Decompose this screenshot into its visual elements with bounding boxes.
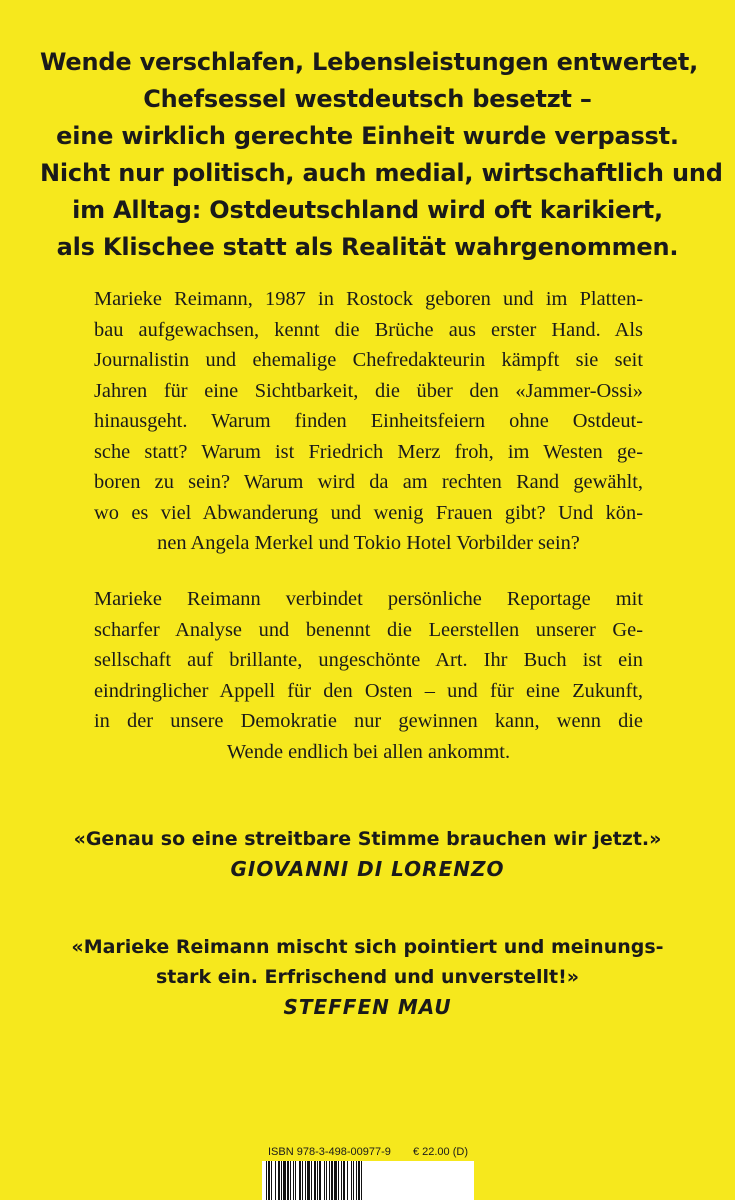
intro-line: Wende verschlafen, Lebensleistungen entwertet, [40,48,699,76]
barcode-bar [295,1161,296,1200]
paragraph-line: scharfer Analyse und benennt die Leerstellen unserer Ge- [94,618,643,641]
quote-text: stark ein. Erfrischend und unverstellt!» [155,966,580,988]
paragraph-line: wo es viel Abwanderung und wenig Frauen gibt? Und kön- [94,501,643,524]
intro-line: eine wirklich gerechte Einheit wurde verpasst. [56,122,679,150]
barcode-bar [343,1161,345,1200]
isbn-price-line [268,1145,468,1159]
barcode-bar [302,1161,303,1200]
barcode-bar [331,1161,333,1200]
barcode-bar [358,1161,360,1200]
barcode-bar [311,1161,312,1200]
paragraph-line: bau aufgewachsen, kennt die Brüche aus erster Hand. Als [94,318,643,341]
barcode-bar [324,1161,325,1200]
barcode-bar [317,1161,318,1200]
endorsement-quote [40,824,695,884]
barcode-bar [293,1161,294,1200]
paragraph-line: in der unsere Demokratie nur gewinnen kann, wenn die [94,710,643,732]
intro-line: Nicht nur politisch, auch medial, wirtschaftlich und [40,159,723,187]
barcode-bar [341,1161,342,1200]
book-description-paragraph [94,584,643,767]
barcode-bar [271,1161,272,1200]
paragraph-line: Wende endlich bei allen ankommt. [226,740,511,763]
barcode-bar [314,1161,316,1200]
barcode-bar [305,1161,306,1200]
barcode-bar [281,1161,282,1200]
barcode-bar [266,1161,267,1200]
paragraph-line: boren zu sein? Warum wird da am rechten Rand gewählt, [94,471,643,493]
quote-text: «Genau so eine streitbare Stimme brauchen wir jetzt.» [73,828,662,850]
isbn-number: ISBN 978-3-498-00977-9 [268,1146,391,1158]
paragraph-line: nen Angela Merkel und Tokio Hotel Vorbilder sein? [157,532,580,554]
endorsement-quote [40,932,695,1022]
barcode-bar [287,1161,289,1200]
paragraph-line: hinausgeht. Warum finden Einheitsfeiern ohne Ostdeut- [94,410,643,432]
barcode-bar [275,1161,276,1200]
author-paragraph [94,284,643,559]
barcode-bar [326,1161,327,1200]
intro-line: Chefsessel westdeutsch besetzt – [143,85,592,113]
barcode-bar [268,1161,270,1200]
barcode-graphic [262,1161,474,1200]
paragraph-line: Marieke Reimann, 1987 in Rostock geboren und im Platten- [94,288,643,310]
barcode-bar [338,1161,339,1200]
barcode-bar [361,1161,362,1200]
intro-line: im Alltag: Ostdeutschland wird oft karikiert, [72,196,663,224]
price: € 22.00 (D) [412,1146,468,1158]
quote-author: GIOVANNI DI LORENZO [230,857,505,881]
barcode-bar [353,1161,354,1200]
quote-author: STEFFEN MAU [283,995,452,1019]
paragraph-line: Marieke Reimann verbindet persönliche Reportage mit [94,588,643,610]
paragraph-line: Jahren für eine Sichtbarkeit, die über den «Jammer-Ossi» [94,379,643,402]
barcode-bar [290,1161,291,1200]
quote-text: «Marieke Reimann mischt sich pointiert und meinungs- [71,936,664,958]
barcode-bar [299,1161,301,1200]
paragraph-line: Journalistin und ehemalige Chefredakteurin kämpft sie seit [94,349,643,371]
paragraph-line: sche statt? Warum ist Friedrich Merz froh, im Westen ge- [94,440,643,463]
barcode-bar [347,1161,348,1200]
barcode [262,1161,474,1200]
intro-line: als Klischee statt als Realität wahrgenommen. [56,233,679,261]
paragraph-line: eindringlicher Appell für den Osten – und für eine Zukunft, [94,679,643,702]
barcode-bar [278,1161,280,1200]
intro-blurb [40,44,723,266]
barcode-bar [307,1161,310,1200]
barcode-bar [351,1161,352,1200]
barcode-bar [329,1161,330,1200]
paragraph-line: sellschaft auf brillante, ungeschönte Art. Ihr Buch ist ein [94,649,643,671]
barcode-bar [283,1161,286,1200]
barcode-bar [319,1161,321,1200]
barcode-bar [334,1161,337,1200]
barcode-bar [356,1161,357,1200]
